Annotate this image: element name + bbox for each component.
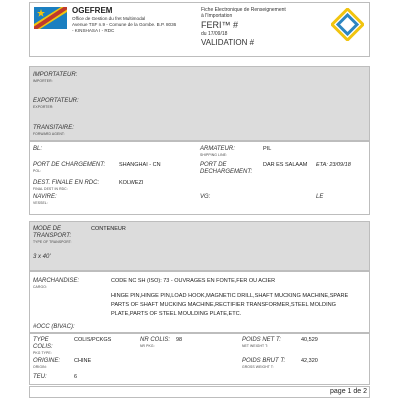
- vg-label: VG:: [200, 194, 211, 200]
- nr-colis-value: 98: [176, 337, 183, 343]
- page-footer: [29, 386, 370, 398]
- org-address-line: - KINSHASA I - RDC: [72, 28, 115, 33]
- port-chargement-value: SHANGHAI - CN: [119, 162, 161, 168]
- port-dechargement-label: [200, 162, 252, 176]
- hs-code-line: CODE NC SH (ISO): 73 - OUVRAGES EN FONTE,FER OU ACIER: [111, 278, 276, 284]
- armateur-sublabel: SHIPPING LINE:: [200, 153, 228, 157]
- poids-brut-value: 42,320: [301, 358, 318, 364]
- poids-brut-sublabel: GROSS WEIGHT T:: [242, 365, 274, 369]
- bl-label: BL:: [33, 146, 43, 152]
- mode-transport-sublabel: TYPE OF TRANSPORT:: [33, 240, 72, 244]
- origine-sublabel: ORIGIN:: [33, 365, 47, 369]
- navire-label: NAVIRE:: [33, 194, 57, 200]
- eta-value: ETA: 23/09/18: [316, 162, 351, 168]
- validation-number: VALIDATION #: [201, 38, 255, 47]
- origine-value: CHINE: [74, 358, 92, 364]
- armateur-label: ARMATEUR:: [200, 146, 235, 152]
- type-colis-label: COLIS:: [33, 344, 53, 350]
- marchandise-sublabel: CARGO:: [33, 285, 47, 289]
- dest-finale-label: DEST. FINALE EN RDC:: [33, 180, 100, 186]
- org-name: OGEFREM: [72, 6, 113, 15]
- origine-label: ORIGINE:: [33, 358, 61, 364]
- cargo-description: HINGE PIN,HINGE PIN,LOAD HOOK,MAGNETIC DRILL,SHAFT MUCKING MACHINE,SPARE PARTS OF SHAFT MUCKING MACHINE,RECTIFIER TRANSFORMER,STEEL MOLDING PLATE,PARTS OF STEEL MOULDING PLATE,ETC.: [111, 293, 349, 317]
- document-header: [29, 2, 370, 57]
- org-address-line: Office de Gestion du fret Multimodal: [72, 16, 146, 21]
- diamond-logo-icon: [331, 8, 364, 41]
- teu-label: TEU:: [33, 374, 47, 380]
- containers-value: 3 x 40': [33, 254, 51, 260]
- mode-transport-label: TRANSPORT:: [33, 233, 72, 239]
- type-colis-label: TYPE: [33, 337, 49, 343]
- org-address-line: Avenue TSF n.9 - Comune de la Gombe. B.P. 8036: [72, 22, 177, 27]
- poids-net-sublabel: NET WEIGHT T:: [242, 344, 268, 348]
- fiche-title-line: Fiche Electronique de Renseignement: [201, 7, 286, 13]
- importateur-label: IMPORTATEUR:: [33, 72, 78, 78]
- drc-flag-icon: [34, 7, 67, 29]
- cargo-section: [29, 271, 370, 333]
- dest-finale-value: KOLWEZI: [119, 180, 144, 186]
- transitaire-sublabel: FORWARD AGENT:: [33, 132, 65, 136]
- importateur-sublabel: IMPORTER:: [33, 79, 53, 83]
- packages-section: [29, 333, 370, 385]
- marchandise-label: MARCHANDISE:: [33, 278, 80, 284]
- type-colis-value: COLIS/PCKGS: [74, 337, 112, 343]
- nr-colis-sublabel: NR PKG:: [140, 344, 155, 348]
- transport-section: [29, 221, 370, 271]
- transitaire-label: TRANSITAIRE:: [33, 125, 74, 131]
- parties-section: [29, 66, 370, 141]
- exportateur-label: EXPORTATEUR:: [33, 98, 79, 104]
- port-chargement-sublabel: POL:: [33, 169, 42, 173]
- port-dechargement-label-text: PORT DE DECHARGEMENT:: [200, 162, 253, 175]
- navire-sublabel: VESSEL:: [33, 201, 48, 205]
- page-indicator: page 1 de 2: [330, 388, 367, 395]
- le-label: LE: [316, 194, 324, 200]
- nr-colis-label: NR COLIS:: [140, 337, 171, 343]
- occ-bivac-label: #OCC (BIVAC):: [33, 324, 75, 330]
- feri-date: du 17/09/18: [201, 31, 228, 37]
- poids-net-value: 40,529: [301, 337, 318, 343]
- feri-document: [29, 2, 370, 398]
- mode-transport-label: MODE DE: [33, 226, 62, 232]
- port-chargement-label: PORT DE CHARGEMENT:: [33, 162, 106, 168]
- teu-value: 6: [74, 374, 78, 380]
- fiche-title: [201, 7, 286, 19]
- armateur-value: PIL: [263, 146, 272, 152]
- poids-brut-label: POIDS BRUT T:: [242, 358, 286, 364]
- shipping-section: [29, 141, 370, 215]
- exportateur-sublabel: EXPORTER:: [33, 105, 54, 109]
- poids-net-label: POIDS NET T:: [242, 337, 281, 343]
- fiche-title-line: à l'Importation: [201, 13, 233, 19]
- type-colis-sublabel: PKG TYPE:: [33, 351, 52, 355]
- port-dechargement-value: DAR ES SALAAM: [263, 162, 308, 168]
- mode-transport-value: CONTENEUR: [91, 226, 126, 232]
- feri-number: FERI™ #: [201, 20, 239, 30]
- dest-finale-sublabel: FINAL DEST IN RDC:: [33, 187, 68, 191]
